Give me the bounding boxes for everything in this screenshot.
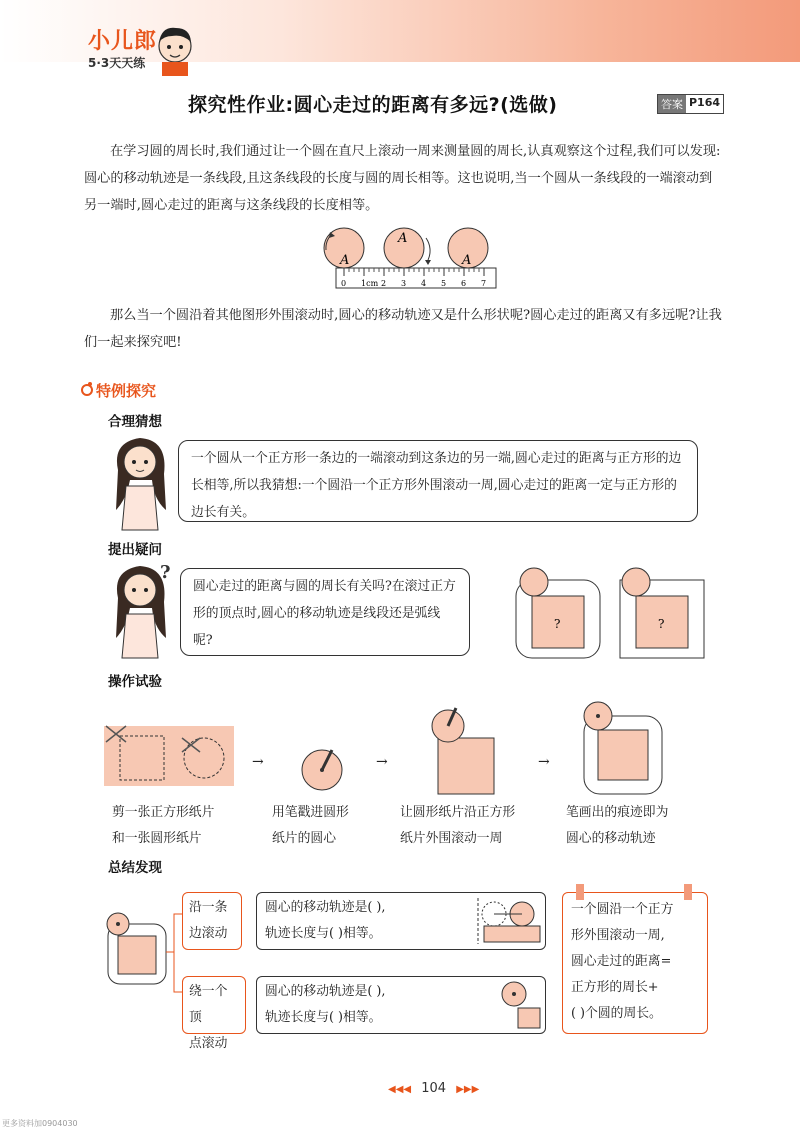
page-title: 探究性作业:圆心走过的距离有多远?(选做) (188, 94, 558, 116)
logo-subtitle: 5·3天天练 (88, 56, 146, 70)
unknown-mark: ? (658, 617, 665, 631)
conclusion-line: 一个圆沿一个正方 (571, 902, 674, 917)
caption-line: 圆心的移动轨迹 (566, 831, 656, 846)
caption-line: 和一张圆形纸片 (112, 831, 202, 846)
ruler-tick-label: 3 (401, 279, 407, 288)
cut-paper-figure (98, 716, 240, 790)
step-4-caption (566, 800, 668, 852)
roll-circle-figure (420, 704, 506, 796)
fill-line: 圆心的移动轨迹是( ), (265, 984, 386, 999)
question-figures (508, 560, 708, 660)
summary-figure (104, 912, 168, 988)
caption-line: 让圆形纸片沿正方形 (400, 805, 516, 820)
fill-line: 轨迹长度与( )相等。 (265, 926, 382, 941)
caption-line: 笔画出的痕迹即为 (566, 805, 669, 820)
prev-arrows-icon: ◀◀◀ (388, 1084, 412, 1095)
section-bullet-icon (80, 381, 94, 397)
pierce-circle-figure (296, 742, 348, 794)
conclusion-line: ( )个圆的周长。 (571, 1006, 662, 1021)
experiment-label: 操作试验 (108, 674, 162, 690)
section-heading: 特例探究 (96, 382, 157, 400)
flow-arrow: → (538, 754, 550, 770)
girl-thinking-illustration (110, 558, 178, 662)
question-mark-icon: ? (160, 562, 171, 583)
conclusion-line: 正方形的周长+ (571, 980, 659, 995)
girl-illustration (110, 430, 172, 532)
roll-vertex-line: 点滚动 (189, 1036, 228, 1051)
ruler-tick-label: 2 (381, 279, 387, 288)
conclusion-line: 圆心走过的距离= (571, 954, 672, 969)
caption-line: 用笔戳进圆形 (272, 805, 349, 820)
point-a-label: A (462, 253, 472, 268)
question-label: 提出疑问 (108, 542, 162, 558)
conclusion-line: 形外围滚动一周, (571, 928, 665, 943)
caption-line: 纸片的圆心 (272, 831, 336, 846)
ruler-tick-label: 6 (461, 279, 467, 288)
answer-page: P164 (689, 96, 721, 109)
summary-label: 总结发现 (108, 860, 162, 876)
fill-line: 轨迹长度与( )相等。 (265, 1010, 382, 1025)
tape-decoration (576, 884, 584, 900)
ruler-rolling-figure (310, 220, 510, 298)
ruler-tick-label: 5 (441, 279, 447, 288)
intro-paragraph-2: 那么当一个圆沿着其他图形外围滚动时,圆心的移动轨迹又是什么形状呢?圆心走过的距离又有多远呢?让我们一起来探究吧! (84, 308, 722, 350)
roll-edge-box (182, 892, 242, 950)
ruler-tick-label: 4 (421, 279, 427, 288)
roll-vertex-box (182, 976, 246, 1051)
caption-line: 剪一张正方形纸片 (112, 805, 215, 820)
guess-label: 合理猜想 (108, 414, 162, 430)
tape-decoration (684, 884, 692, 900)
watermark: 更多资料加0904030 (2, 1119, 78, 1128)
roll-vertex-line: 绕一个顶 (189, 984, 228, 1025)
question-text: 圆心走过的距离与圆的周长有关吗?在滚过正方形的顶点时,圆心的移动轨迹是线段还是弧线呢? (193, 579, 456, 648)
flow-arrow: → (376, 754, 388, 770)
step-3-caption (400, 800, 515, 852)
roll-edge-line: 沿一条 (189, 900, 228, 915)
edge-roll-figure (476, 896, 542, 946)
caption-line: 纸片外围滚动一周 (400, 831, 503, 846)
question-bubble (180, 568, 470, 656)
ruler-tick-label: 1cm (361, 279, 379, 288)
page-footer (388, 1081, 479, 1096)
point-a-label: A (340, 253, 350, 268)
answer-reference (657, 94, 724, 114)
page-number: 104 (421, 1081, 447, 1096)
flow-arrow: → (252, 754, 264, 770)
conclusion-note (562, 892, 708, 1034)
ruler-tick-label: 7 (481, 279, 487, 288)
answer-label: 答案 (658, 95, 686, 113)
point-a-label: A (398, 231, 408, 246)
vertex-roll-figure (496, 980, 544, 1030)
next-arrows-icon: ▶▶▶ (456, 1084, 480, 1095)
step-1-caption (112, 800, 214, 852)
boy-mascot-icon (150, 20, 200, 76)
fill-line: 圆心的移动轨迹是( ), (265, 900, 386, 915)
guess-text: 一个圆从一个正方形一条边的一端滚动到这条边的另一端,圆心走过的距离与正方形的边长相等,所以我猜想:一个圆沿一个正方形外围滚动一周,圆心走过的距离一定与正方形的边长有关。 (191, 451, 682, 520)
guess-bubble (178, 440, 698, 522)
unknown-mark: ? (554, 617, 561, 631)
trace-figure (580, 700, 668, 796)
roll-edge-line: 边滚动 (189, 926, 228, 941)
ruler-tick-label: 0 (341, 279, 347, 288)
logo: 小儿郎 (88, 29, 158, 54)
step-2-caption (272, 800, 349, 852)
intro-paragraph: 在学习圆的周长时,我们通过让一个圆在直尺上滚动一周来测量圆的周长,认真观察这个过程,我们可以发现:圆心的移动轨迹是一条线段,且这条线段的长度与圆的周长相等。这也说明,当一个圆从一条线段的一端滚动到另一端时,圆心走过的距离与这条线段的长度相等。 (84, 144, 721, 213)
